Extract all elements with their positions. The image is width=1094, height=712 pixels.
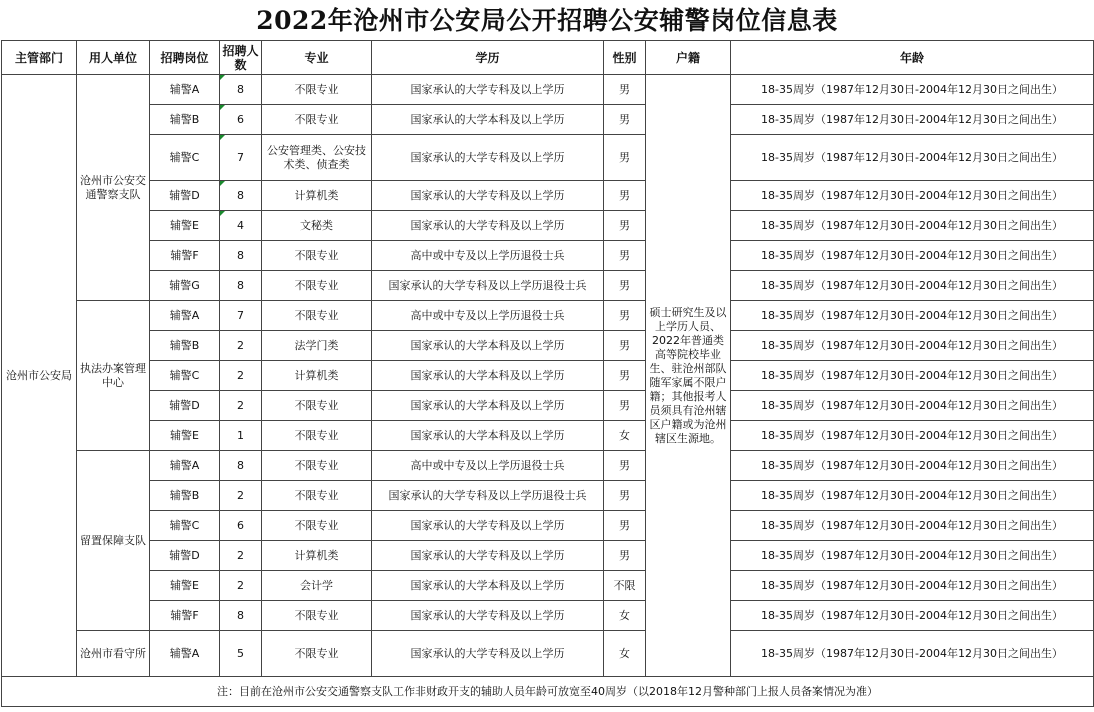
header-post: 招聘岗位 [150,41,220,75]
count-cell: 5 [220,631,262,677]
header-age: 年龄 [731,41,1094,75]
header-hukou: 户籍 [646,41,731,75]
table-row [2,105,1094,135]
count-cell: 8 [220,181,262,211]
table-row [2,391,1094,421]
post-cell: 辅警F [150,601,220,631]
age-cell: 18-35周岁（1987年12月30日-2004年12月30日之间出生） [731,631,1094,677]
gender-cell: 男 [604,391,646,421]
table-row [2,301,1094,331]
table-row [2,511,1094,541]
footnote: 注：目前在沧州市公安交通警察支队工作非财政开支的辅助人员年龄可放宽至40周岁（以2018年12月警种部门上报人员备案情况为准） [2,677,1094,707]
age-cell: 18-35周岁（1987年12月30日-2004年12月30日之间出生） [731,105,1094,135]
count-cell: 4 [220,211,262,241]
gender-cell: 男 [604,75,646,105]
gender-cell: 男 [604,181,646,211]
table-row [2,541,1094,571]
count-cell: 2 [220,331,262,361]
gender-cell: 男 [604,241,646,271]
edu-cell: 国家承认的大学专科及以上学历 [372,601,604,631]
age-cell: 18-35周岁（1987年12月30日-2004年12月30日之间出生） [731,511,1094,541]
major-cell: 不限专业 [262,105,372,135]
edu-cell: 国家承认的大学专科及以上学历 [372,181,604,211]
post-cell: 辅警B [150,105,220,135]
edu-cell: 国家承认的大学本科及以上学历 [372,391,604,421]
count-cell: 2 [220,361,262,391]
age-cell: 18-35周岁（1987年12月30日-2004年12月30日之间出生） [731,451,1094,481]
header-count: 招聘人数 [220,41,262,75]
edu-cell: 国家承认的大学本科及以上学历 [372,421,604,451]
table-row [2,135,1094,181]
gender-cell: 男 [604,105,646,135]
major-cell: 不限专业 [262,271,372,301]
post-cell: 辅警F [150,241,220,271]
gender-cell: 男 [604,511,646,541]
table-row [2,211,1094,241]
table-row [2,451,1094,481]
major-cell: 不限专业 [262,241,372,271]
post-cell: 辅警D [150,541,220,571]
major-cell: 会计学 [262,571,372,601]
post-cell: 辅警C [150,361,220,391]
age-cell: 18-35周岁（1987年12月30日-2004年12月30日之间出生） [731,361,1094,391]
gender-cell: 男 [604,331,646,361]
count-cell: 8 [220,271,262,301]
major-cell: 公安管理类、公安技术类、侦查类 [262,135,372,181]
gender-cell: 男 [604,361,646,391]
edu-cell: 国家承认的大学专科及以上学历 [372,211,604,241]
table-row [2,331,1094,361]
positions-table [1,40,1094,707]
unit-cell: 沧州市看守所 [77,631,150,677]
table-row [2,241,1094,271]
age-cell: 18-35周岁（1987年12月30日-2004年12月30日之间出生） [731,241,1094,271]
gender-cell: 女 [604,421,646,451]
table-row [2,571,1094,601]
gender-cell: 男 [604,541,646,571]
age-cell: 18-35周岁（1987年12月30日-2004年12月30日之间出生） [731,391,1094,421]
unit-cell: 沧州市公安交通警察支队 [77,75,150,301]
count-cell: 2 [220,571,262,601]
edu-cell: 国家承认的大学本科及以上学历 [372,105,604,135]
major-cell: 不限专业 [262,601,372,631]
post-cell: 辅警B [150,481,220,511]
count-cell: 7 [220,135,262,181]
post-cell: 辅警A [150,451,220,481]
edu-cell: 国家承认的大学专科及以上学历退役士兵 [372,481,604,511]
gender-cell: 男 [604,211,646,241]
gender-cell: 不限 [604,571,646,601]
major-cell: 不限专业 [262,511,372,541]
edu-cell: 国家承认的大学专科及以上学历 [372,135,604,181]
edu-cell: 国家承认的大学专科及以上学历退役士兵 [372,271,604,301]
gender-cell: 男 [604,271,646,301]
header-row [2,41,1094,75]
age-cell: 18-35周岁（1987年12月30日-2004年12月30日之间出生） [731,421,1094,451]
unit-cell: 执法办案管理中心 [77,301,150,451]
post-cell: 辅警D [150,391,220,421]
count-cell: 8 [220,75,262,105]
header-dept: 主管部门 [2,41,77,75]
count-cell: 8 [220,601,262,631]
post-cell: 辅警G [150,271,220,301]
edu-cell: 高中或中专及以上学历退役士兵 [372,301,604,331]
gender-cell: 男 [604,135,646,181]
post-cell: 辅警E [150,571,220,601]
count-cell: 8 [220,241,262,271]
post-cell: 辅警C [150,511,220,541]
age-cell: 18-35周岁（1987年12月30日-2004年12月30日之间出生） [731,271,1094,301]
edu-cell: 国家承认的大学专科及以上学历 [372,541,604,571]
major-cell: 计算机类 [262,361,372,391]
major-cell: 不限专业 [262,391,372,421]
count-cell: 6 [220,511,262,541]
table-row [2,271,1094,301]
table-row [2,75,1094,105]
age-cell: 18-35周岁（1987年12月30日-2004年12月30日之间出生） [731,301,1094,331]
count-cell: 7 [220,301,262,331]
post-cell: 辅警A [150,75,220,105]
page-title: 2022年沧州市公安局公开招聘公安辅警岗位信息表 [256,6,838,35]
gender-cell: 女 [604,601,646,631]
count-cell: 6 [220,105,262,135]
table-row [2,361,1094,391]
post-cell: 辅警E [150,421,220,451]
gender-cell: 男 [604,301,646,331]
header-major: 专业 [262,41,372,75]
count-cell: 1 [220,421,262,451]
age-cell: 18-35周岁（1987年12月30日-2004年12月30日之间出生） [731,541,1094,571]
note-row [2,677,1094,707]
major-cell: 不限专业 [262,75,372,105]
age-cell: 18-35周岁（1987年12月30日-2004年12月30日之间出生） [731,331,1094,361]
age-cell: 18-35周岁（1987年12月30日-2004年12月30日之间出生） [731,75,1094,105]
gender-cell: 女 [604,631,646,677]
edu-cell: 国家承认的大学专科及以上学历 [372,511,604,541]
major-cell: 法学门类 [262,331,372,361]
major-cell: 不限专业 [262,631,372,677]
edu-cell: 国家承认的大学专科及以上学历 [372,631,604,677]
major-cell: 不限专业 [262,481,372,511]
age-cell: 18-35周岁（1987年12月30日-2004年12月30日之间出生） [731,571,1094,601]
edu-cell: 高中或中专及以上学历退役士兵 [372,241,604,271]
edu-cell: 国家承认的大学专科及以上学历 [372,75,604,105]
age-cell: 18-35周岁（1987年12月30日-2004年12月30日之间出生） [731,135,1094,181]
table-row [2,601,1094,631]
header-unit: 用人单位 [77,41,150,75]
count-cell: 2 [220,541,262,571]
post-cell: 辅警C [150,135,220,181]
post-cell: 辅警D [150,181,220,211]
major-cell: 文秘类 [262,211,372,241]
age-cell: 18-35周岁（1987年12月30日-2004年12月30日之间出生） [731,481,1094,511]
edu-cell: 高中或中专及以上学历退役士兵 [372,451,604,481]
age-cell: 18-35周岁（1987年12月30日-2004年12月30日之间出生） [731,181,1094,211]
gender-cell: 男 [604,481,646,511]
count-cell: 2 [220,481,262,511]
edu-cell: 国家承认的大学本科及以上学历 [372,571,604,601]
age-cell: 18-35周岁（1987年12月30日-2004年12月30日之间出生） [731,211,1094,241]
dept-cell: 沧州市公安局 [2,75,77,677]
age-cell: 18-35周岁（1987年12月30日-2004年12月30日之间出生） [731,601,1094,631]
edu-cell: 国家承认的大学本科及以上学历 [372,331,604,361]
major-cell: 计算机类 [262,541,372,571]
major-cell: 计算机类 [262,181,372,211]
unit-cell: 留置保障支队 [77,451,150,631]
table-row [2,481,1094,511]
table-row [2,181,1094,211]
count-cell: 8 [220,451,262,481]
post-cell: 辅警E [150,211,220,241]
gender-cell: 男 [604,451,646,481]
header-gender: 性别 [604,41,646,75]
post-cell: 辅警A [150,631,220,677]
post-cell: 辅警A [150,301,220,331]
edu-cell: 国家承认的大学本科及以上学历 [372,361,604,391]
major-cell: 不限专业 [262,301,372,331]
hukou-cell: 硕士研究生及以上学历人员、2022年普通类高等院校毕业生、驻沧州部队随军家属不限户籍；其他报考人员须具有沧州辖区户籍或为沧州辖区生源地。 [646,75,731,677]
table-row [2,421,1094,451]
table-row [2,631,1094,677]
count-cell: 2 [220,391,262,421]
major-cell: 不限专业 [262,421,372,451]
major-cell: 不限专业 [262,451,372,481]
post-cell: 辅警B [150,331,220,361]
header-edu: 学历 [372,41,604,75]
